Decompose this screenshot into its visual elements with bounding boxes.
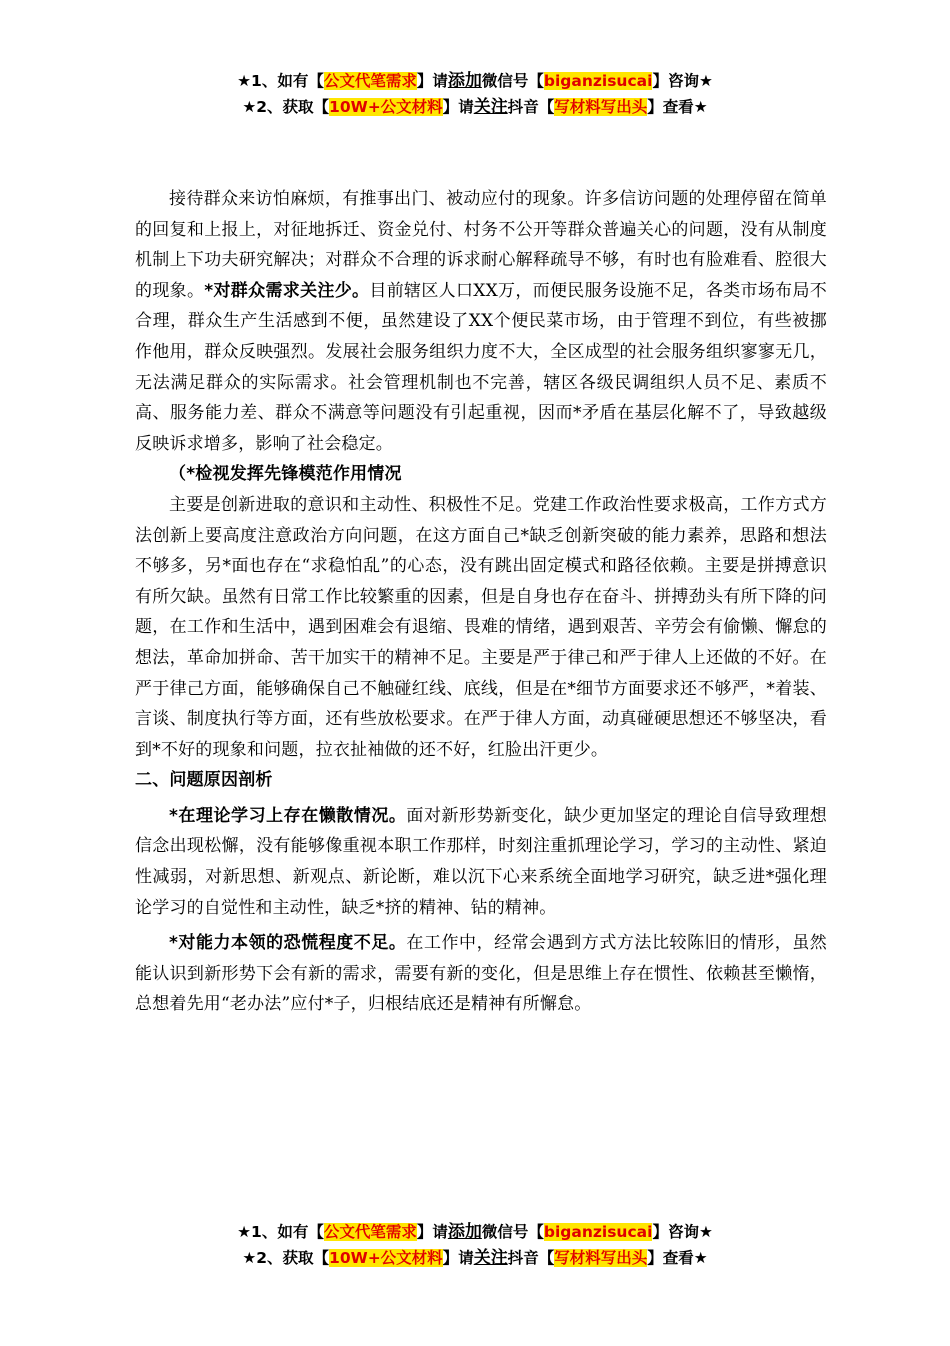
banner-line-1: ★1、如有【公文代笔需求】请添加微信号【biganzisucai】咨询★	[237, 71, 713, 91]
header-banner	[0, 68, 950, 120]
highlight-wechat-id: biganzisucai	[543, 72, 653, 90]
highlight-wechat-id: biganzisucai	[543, 1223, 653, 1241]
highlight-douyin: 写材料写出头	[554, 98, 648, 116]
document-body	[135, 184, 827, 1020]
highlight-douyin: 写材料写出头	[554, 1249, 648, 1267]
highlight-materials: 10W+公文材料	[329, 98, 443, 116]
section-heading-causes: 二、问题原因剖析	[135, 770, 273, 791]
banner-line-2: ★2、获取【10W+公文材料】请关注抖音【写材料写出头】查看★	[242, 97, 708, 117]
paragraph-4: *对能力本领的恐慌程度不足。在工作中，经常会遇到方式方法比较陈旧的情形，虽然能认识到新形势下会有新的需求，需要有新的变化，但是思维上存在惯性、依赖甚至懒惰，总想着先用“老办法”应付*子，归根结底还是精神有所懈怠。	[135, 933, 827, 1015]
bold-lead-4: *对能力本领的恐慌程度不足。	[169, 933, 407, 954]
banner-line-2: ★2、获取【10W+公文材料】请关注抖音【写材料写出头】查看★	[242, 1248, 708, 1268]
bold-lead-1: *对群众需求关注少。	[204, 280, 370, 301]
paragraph-2: 主要是创新进取的意识和主动性、积极性不足。党建工作政治性要求极高，工作方式方法创新上要高度注意政治方向问题，在这方面自己*缺乏创新突破的能力素养，思路和想法不够多，另*面也存在“求稳怕乱”的心态，没有跳出固定模式和路径依赖。主要是拼搏意识有所欠缺。虽然有日常工作比较繁重的因素，但是自身也存在奋斗、拼搏劲头有所下降的问题，在工作和生活中，遇到困难会有退缩、畏难的情绪，遇到艰苦、辛劳会有偷懒、懈怠的想法，革命加拼命、苦干加实干的精神不足。主要是严于律己和严于律人上还做的不好。在严于律己方面，能够确保自己不触碰红线、底线，但是在*细节方面要求还不够严，*着装、言谈、制度执行等方面，还有些放松要求。在严于律人方面，动真碰硬思想还不够坚决，看到*不好的现象和问题，拉衣扯袖做的还不好，红脸出汗更少。	[135, 494, 827, 760]
paragraph-1: 接待群众来访怕麻烦，有推事出门、被动应付的现象。许多信访问题的处理停留在简单的回复和上报上，对征地拆迁、资金兑付、村务不公开等群众普遍关心的问题，没有从制度机制上下功夫研究解决；对群众不合理的诉求耐心解释疏导不够，有时也有脸难看、腔很大的现象。*对群众需求关注少。目前辖区人口XX万，而便民服务设施不足，各类市场布局不合理，群众生产生活感到不便，虽然建设了XX个便民菜市场，由于管理不到位，有些被挪作他用，群众反映强烈。发展社会服务组织力度不大，全区成型的社会服务组织寥寥无几，无法满足群众的实际需求。社会管理机制也不完善，辖区各级民调组织人员不足、素质不高、服务能力差、群众不满意等问题没有引起重视，因而*矛盾在基层化解不了，导致越级反映诉求增多，影响了社会稳定。	[135, 189, 827, 454]
paragraph-3: *在理论学习上存在懒散情况。面对新形势新变化，缺少更加坚定的理论自信导致理想信念出现松懈，没有能够像重视本职工作那样，时刻注重抓理论学习，学习的主动性、紧迫性减弱，对新思想、新观点、新论断，难以沉下心来系统全面地学习研究，缺乏进*强化理论学习的自觉性和主动性，缺乏*挤的精神、钻的精神。	[135, 805, 827, 918]
bold-lead-3: *在理论学习上存在懒散情况。	[169, 805, 407, 826]
section-heading-pioneer: （*检视发挥先锋模范作用情况	[169, 464, 402, 485]
banner-line-1: ★1、如有【公文代笔需求】请添加微信号【biganzisucai】咨询★	[237, 1222, 713, 1242]
footer-banner	[0, 1219, 950, 1271]
highlight-service: 公文代笔需求	[323, 72, 417, 90]
highlight-service: 公文代笔需求	[323, 1223, 417, 1241]
highlight-materials: 10W+公文材料	[329, 1249, 443, 1267]
